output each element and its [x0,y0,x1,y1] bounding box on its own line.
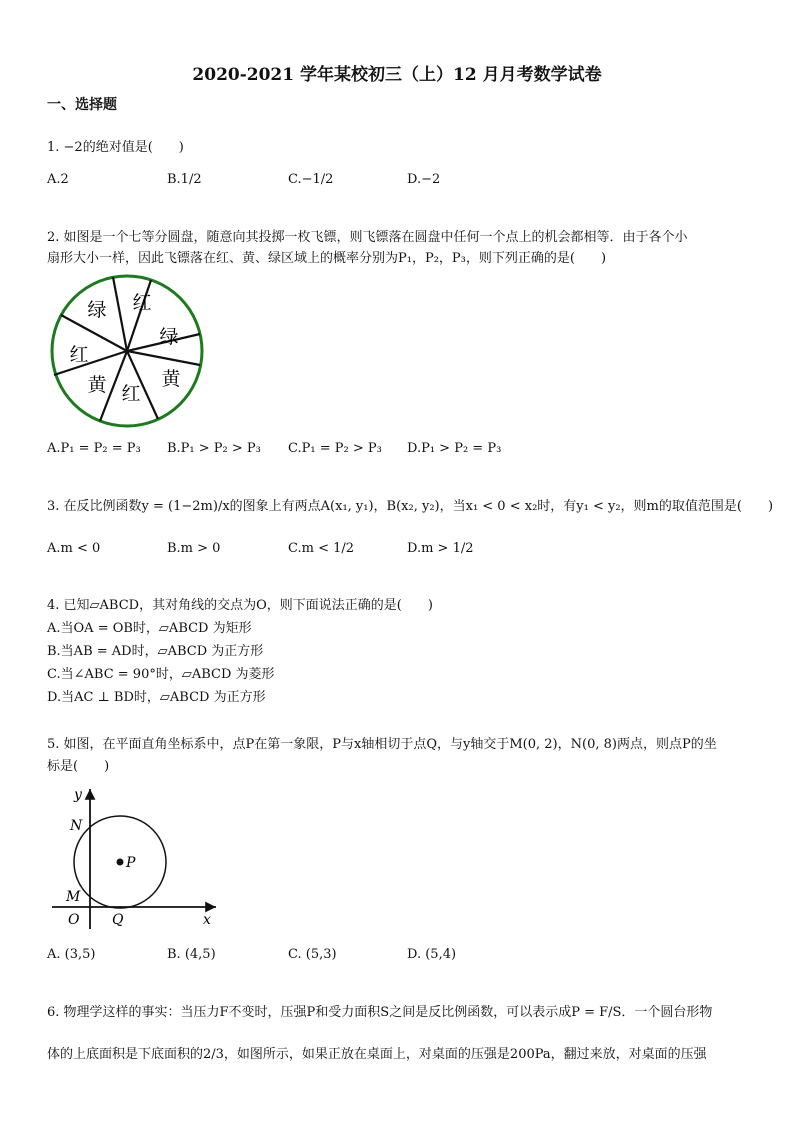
page-title: 2020-2021 学年某校初三（上）12 月月考数学试卷 [192,65,602,85]
origin-label: O [68,912,80,928]
q2-option-c: C.P₁ = P₂ > P₃ [288,441,382,456]
q5-option-b: B. (4,5) [167,947,216,962]
point-n-label: N [70,818,83,834]
q2-option-a: A.P₁ = P₂ = P₃ [47,441,141,456]
sector-divider [127,351,200,365]
sector-label: 绿 [159,326,179,348]
question-6-stem-line1: 6. 物理学这样的事实：当压力F不变时，压强P和受力面积S之间是反比例函数，可以表示成P = F/S．一个圆台形物 [47,1005,713,1020]
q1-option-d: D.−2 [407,172,441,187]
q4-option-d: D.当AC ⊥ BD时，▱ABCD 为正方形 [47,690,266,705]
question-3-stem: 3. 在反比例函数y = (1−2m)/x的图象上有两点A(x₁, y₁)，B(x₂, y₂)，当x₁ < 0 < x₂时，有y₁ < y₂，则m的取值范围是( ) [47,499,774,514]
question-4-stem: 4. 已知▱ABCD，其对角线的交点为O，则下面说法正确的是( ) [47,598,433,613]
q1-option-b: B.1/2 [167,172,202,187]
q4-option-b: B.当AB = AD时，▱ABCD 为正方形 [47,644,264,659]
q3-option-a: A.m < 0 [47,541,101,556]
sector-label: 红 [121,383,141,405]
q4-option-c: C.当∠ABC = 90°时，▱ABCD 为菱形 [47,667,275,682]
q3-option-d: D.m > 1/2 [407,541,474,556]
sector-divider [54,351,127,375]
seven-sector-disk-figure [48,272,208,432]
sector-label: 红 [69,344,89,366]
q4-option-a: A.当OA = OB时，▱ABCD 为矩形 [47,621,252,636]
point-q-label: Q [112,912,124,928]
sector-label: 红 [132,292,152,314]
sector-divider [127,280,151,351]
sector-label: 绿 [87,299,107,321]
question-1-stem: 1. −2的绝对值是( ) [47,140,184,155]
question-2-stem-line2: 扇形大小一样，因此飞镖落在红、黄、绿区域上的概率分别为P₁，P₂，P₃，则下列正确的是( ) [47,251,607,266]
q5-option-a: A. (3,5) [47,947,96,962]
sector-label: 黄 [87,374,107,396]
q1-option-c: C.−1/2 [288,172,334,187]
y-axis-label: y [74,787,82,803]
q3-option-c: C.m < 1/2 [288,541,355,556]
x-axis-label: x [203,912,211,928]
coordinate-circle-figure [48,783,223,933]
sector-divider [113,277,127,351]
question-5-stem-line2: 标是( ) [47,759,110,774]
point-p-dot [117,859,124,866]
q1-option-a: A.2 [47,172,69,187]
q5-option-d: D. (5,4) [407,947,457,962]
q5-option-c: C. (5,3) [288,947,337,962]
point-m-label: M [66,889,81,905]
question-6-stem-line2: 体的上底面积是下底面积的2/3，如图所示，如果正放在桌面上，对桌面的压强是200Pa，翻过来放，对桌面的压强 [47,1047,707,1062]
question-5-stem-line1: 5. 如图，在平面直角坐标系中，点P在第一象限，P与x轴相切于点Q，与y轴交于M(0, 2)，N(0, 8)两点，则点P的坐 [47,737,717,752]
section-heading: 一、选择题 [47,97,117,113]
q2-option-d: D.P₁ > P₂ = P₃ [407,441,502,456]
point-p-label: P [126,855,136,871]
q3-option-b: B.m > 0 [167,541,221,556]
question-2-stem-line1: 2. 如图是一个七等分圆盘，随意向其投掷一枚飞镖，则飞镖落在圆盘中任何一个点上的机会都相等．由于各个小 [47,230,688,245]
q2-option-b: B.P₁ > P₂ > P₃ [167,441,261,456]
sector-label: 黄 [161,368,181,390]
